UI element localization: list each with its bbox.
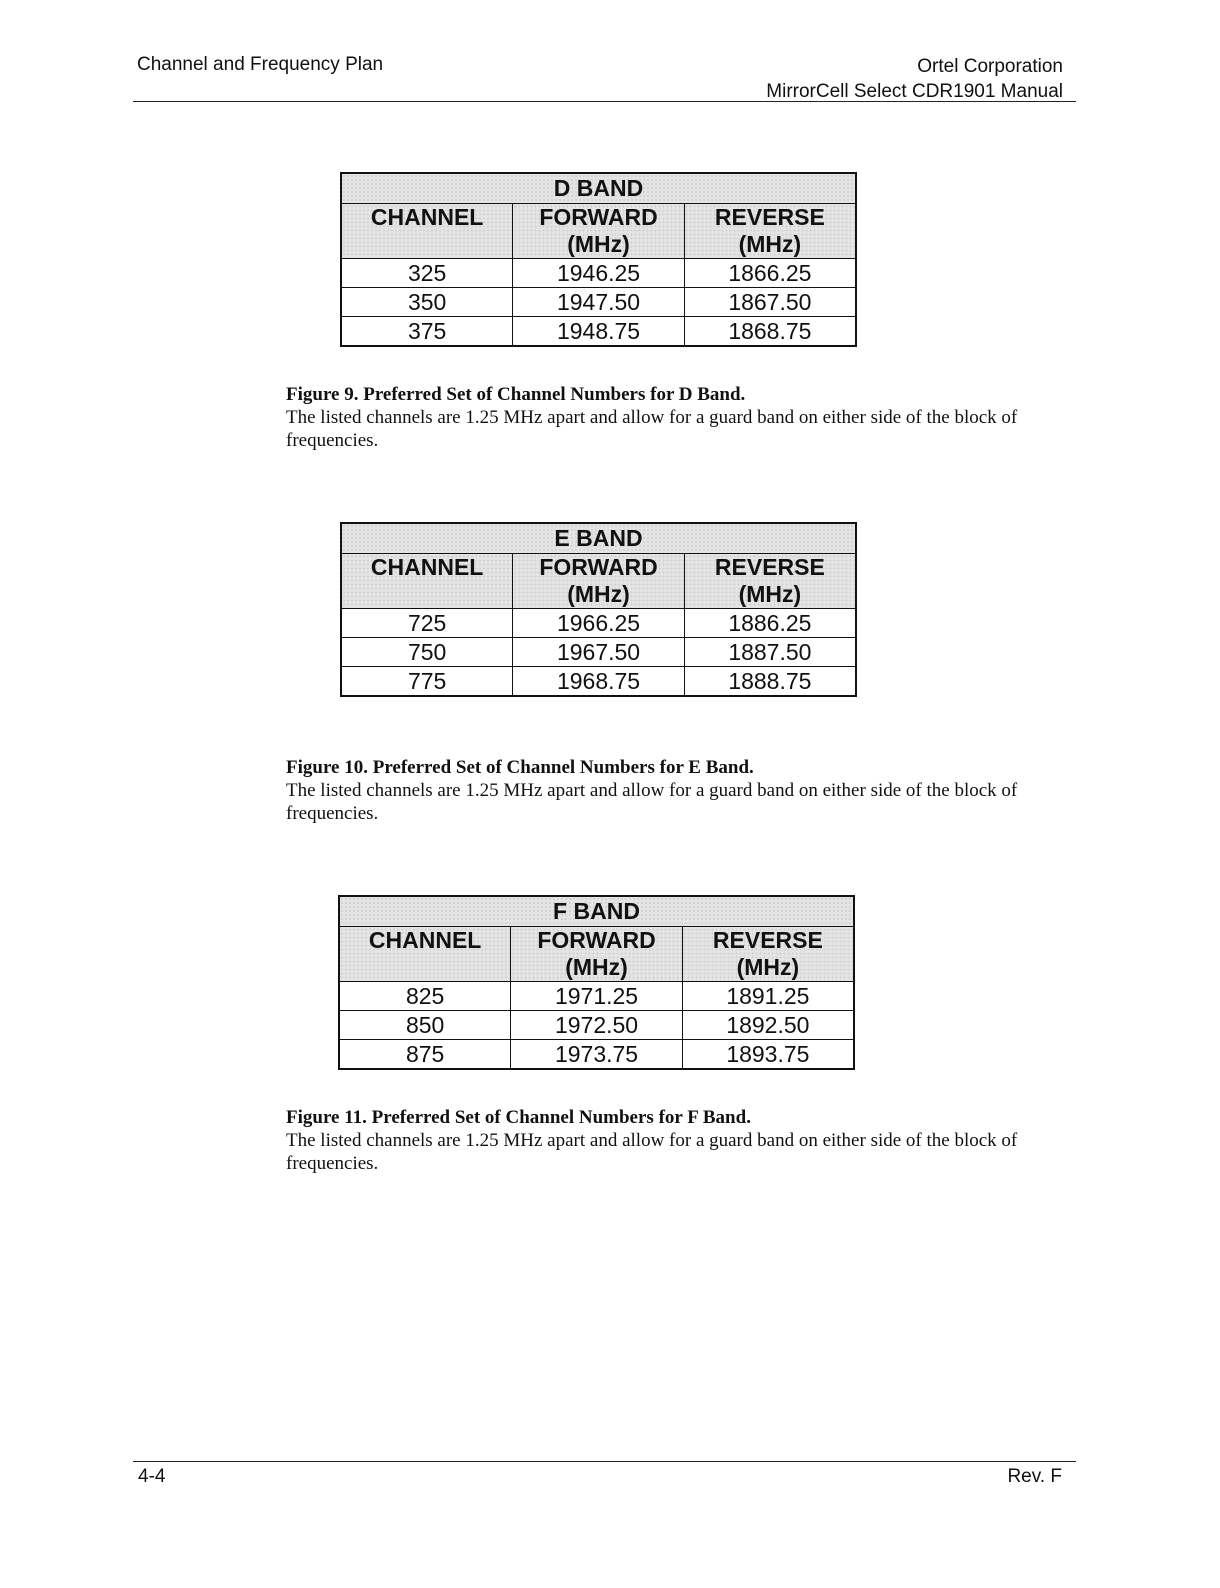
column-header-channel: CHANNEL [341,554,513,609]
forward-cell: 1966.25 [513,609,684,638]
channel-cell: 850 [339,1011,511,1040]
table-row [341,317,856,347]
reverse-cell: 1886.25 [684,609,856,638]
figure-9-caption [286,383,1066,452]
channel-cell: 725 [341,609,513,638]
reverse-cell: 1866.25 [684,259,856,288]
channel-cell: 775 [341,667,513,697]
reverse-cell: 1868.75 [684,317,856,347]
forward-cell: 1967.50 [513,638,684,667]
caption-title: Figure 9. Preferred Set of Channel Numbers for D Band. [286,384,746,405]
channel-cell: 350 [341,288,513,317]
channel-cell: 750 [341,638,513,667]
footer-divider [133,1461,1076,1462]
forward-cell: 1972.50 [511,1011,682,1040]
header-section-title: Channel and Frequency Plan [137,54,384,75]
channel-cell: 375 [341,317,513,347]
caption-text: The listed channels are 1.25 MHz apart and allow for a guard band on either side of the block of frequencies. [286,780,1018,824]
channel-cell: 825 [339,982,511,1011]
column-header-channel: CHANNEL [341,204,513,259]
table-title: E BAND [341,523,856,554]
reverse-cell: 1887.50 [684,638,856,667]
figure-11-caption [286,1106,1066,1175]
d-band-table [340,172,857,347]
table-title: D BAND [341,173,856,204]
forward-cell: 1948.75 [513,317,684,347]
column-header-reverse: REVERSE (MHz) [684,554,856,609]
caption-title: Figure 11. Preferred Set of Channel Numbers for F Band. [286,1107,751,1128]
header-divider [133,101,1076,102]
table-row [341,667,856,697]
column-header-forward: FORWARD (MHz) [511,927,682,982]
table-row [339,1040,854,1070]
e-band-table [340,522,857,697]
header-manual-title: MirrorCell Select CDR1901 Manual [766,81,1063,102]
table-title: F BAND [339,896,854,927]
table-row [339,1011,854,1040]
reverse-cell: 1893.75 [682,1040,854,1070]
column-header-channel: CHANNEL [339,927,511,982]
column-header-reverse: REVERSE (MHz) [682,927,854,982]
page-number: 4-4 [138,1466,166,1487]
table-row [341,288,856,317]
forward-cell: 1971.25 [511,982,682,1011]
reverse-cell: 1891.25 [682,982,854,1011]
forward-cell: 1947.50 [513,288,684,317]
table-row [339,982,854,1011]
column-header-forward: FORWARD (MHz) [513,204,684,259]
figure-10-caption [286,756,1066,825]
table-row [341,259,856,288]
column-header-forward: FORWARD (MHz) [513,554,684,609]
caption-text: The listed channels are 1.25 MHz apart and allow for a guard band on either side of the block of frequencies. [286,407,1018,451]
f-band-table [338,895,855,1070]
header-document-info [766,54,1063,104]
forward-cell: 1968.75 [513,667,684,697]
channel-cell: 875 [339,1040,511,1070]
forward-cell: 1946.25 [513,259,684,288]
forward-cell: 1973.75 [511,1040,682,1070]
reverse-cell: 1888.75 [684,667,856,697]
channel-cell: 325 [341,259,513,288]
table-row [341,638,856,667]
header-company: Ortel Corporation [917,56,1063,77]
caption-title: Figure 10. Preferred Set of Channel Numbers for E Band. [286,757,754,778]
revision-label: Rev. F [1007,1466,1062,1487]
column-header-reverse: REVERSE (MHz) [684,204,856,259]
caption-text: The listed channels are 1.25 MHz apart and allow for a guard band on either side of the block of frequencies. [286,1130,1018,1174]
table-row [341,609,856,638]
reverse-cell: 1867.50 [684,288,856,317]
reverse-cell: 1892.50 [682,1011,854,1040]
